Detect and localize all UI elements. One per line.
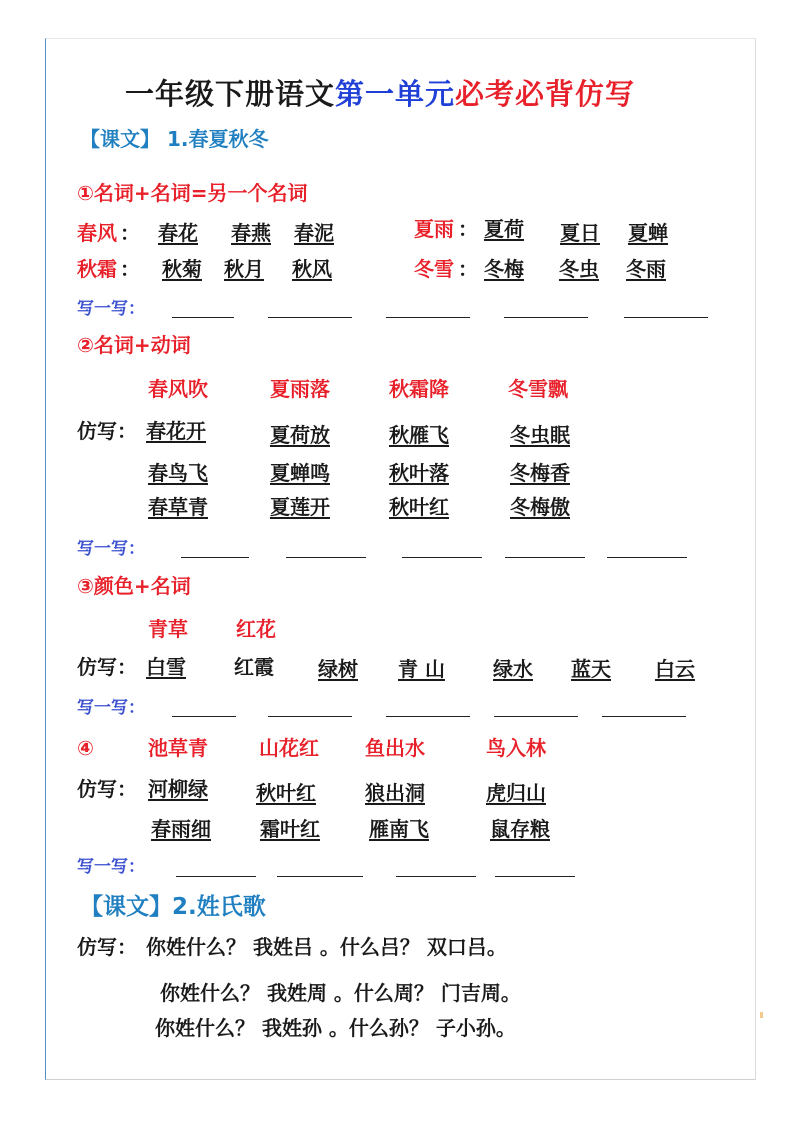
lesson-2-heading: 【课文】2.姓氏歌 — [80, 894, 266, 920]
title-part-3: 必考必背仿写 — [455, 77, 636, 111]
write-blank[interactable] — [268, 716, 352, 717]
word-item: 虎归山 — [486, 781, 546, 805]
title-part-1: 一年级下册语文 — [125, 77, 336, 111]
write-blank[interactable] — [181, 557, 249, 558]
word-item: 秋叶落 — [389, 461, 449, 485]
word-item: 春燕 — [231, 221, 271, 245]
example-word: 红花 — [236, 617, 276, 641]
write-blank[interactable] — [172, 716, 236, 717]
word-item: 鼠存粮 — [490, 817, 550, 841]
write-blank[interactable] — [402, 557, 482, 558]
word-item: 春雨细 — [151, 817, 211, 841]
word-item: 秋叶红 — [256, 781, 316, 805]
colon: ： — [458, 257, 478, 281]
word-item: 青 山 — [398, 657, 445, 681]
example-word: 春风吹 — [148, 377, 208, 401]
example-word: 青草 — [148, 617, 188, 641]
rhyme-line: 你姓什么？ 我姓吕 。什么吕？ 双口吕。 — [146, 935, 507, 959]
write-blank[interactable] — [607, 557, 687, 558]
word-item: 红霞 — [234, 655, 274, 679]
example-word: 山花红 — [259, 736, 319, 760]
label-dongxue: 冬雪 — [414, 257, 454, 281]
word-item: 白雪 — [146, 655, 186, 679]
word-item: 蓝天 — [571, 657, 611, 681]
word-item: 冬梅傲 — [510, 495, 570, 519]
word-item: 春鸟飞 — [148, 461, 208, 485]
word-item: 冬虫 — [559, 257, 599, 281]
word-item: 夏荷 — [484, 217, 524, 241]
edge-mark — [760, 1012, 763, 1018]
word-item: 冬虫眠 — [510, 423, 570, 447]
write-blank[interactable] — [277, 876, 363, 877]
label-xiayu: 夏雨 — [414, 217, 454, 241]
write-blank[interactable] — [495, 876, 575, 877]
word-item: 秋菊 — [162, 257, 202, 281]
word-item: 春泥 — [294, 221, 334, 245]
write-blank[interactable] — [176, 876, 256, 877]
section-4-number: ④ — [77, 736, 94, 760]
write-blank[interactable] — [396, 876, 476, 877]
label-chunfeng: 春风 — [77, 221, 117, 245]
word-item: 霜叶红 — [260, 817, 320, 841]
word-item: 夏荷放 — [270, 423, 330, 447]
word-item: 夏蝉鸣 — [270, 461, 330, 485]
word-item: 秋雁飞 — [389, 423, 449, 447]
write-label: 写一写： — [77, 857, 145, 877]
fangxie-label: 仿写： — [77, 935, 137, 959]
word-item: 冬梅 — [484, 257, 524, 281]
example-word: 夏雨落 — [270, 377, 330, 401]
write-blank[interactable] — [172, 317, 234, 318]
write-label: 写一写： — [77, 539, 145, 559]
rhyme-line: 你姓什么？ 我姓孙 。什么孙？ 子小孙。 — [155, 1016, 516, 1040]
lesson-1-heading: 【课文】 1.春夏秋冬 — [80, 127, 269, 151]
example-word: 鸟入林 — [486, 736, 546, 760]
rhyme-line: 你姓什么？ 我姓周 。什么周？ 门吉周。 — [160, 981, 521, 1005]
write-blank[interactable] — [505, 557, 585, 558]
word-item: 春花开 — [146, 419, 206, 443]
write-blank[interactable] — [494, 716, 578, 717]
write-blank[interactable] — [386, 317, 470, 318]
write-blank[interactable] — [504, 317, 588, 318]
write-blank[interactable] — [602, 716, 686, 717]
word-item: 河柳绿 — [148, 777, 208, 801]
word-item: 夏莲开 — [270, 495, 330, 519]
fangxie-label: 仿写： — [77, 419, 137, 443]
page-title — [125, 74, 635, 114]
section-2-heading: ②名词+动词 — [77, 333, 191, 357]
word-item: 秋月 — [224, 257, 264, 281]
word-item: 春花 — [158, 221, 198, 245]
write-blank[interactable] — [286, 557, 366, 558]
write-blank[interactable] — [268, 317, 352, 318]
word-item: 雁南飞 — [369, 817, 429, 841]
write-label: 写一写： — [77, 299, 145, 319]
word-item: 绿水 — [493, 657, 533, 681]
word-item: 白云 — [655, 657, 695, 681]
word-item: 秋风 — [292, 257, 332, 281]
write-label: 写一写： — [77, 698, 145, 718]
label-qiushuang: 秋霜 — [77, 257, 117, 281]
example-word: 鱼出水 — [365, 736, 425, 760]
colon: ： — [120, 221, 140, 245]
word-item: 冬雨 — [626, 257, 666, 281]
colon: ： — [458, 217, 478, 241]
word-item: 夏蝉 — [628, 221, 668, 245]
example-word: 秋霜降 — [389, 377, 449, 401]
word-item: 狼出洞 — [365, 781, 425, 805]
word-item: 夏日 — [560, 221, 600, 245]
title-part-2: 第一单元 — [335, 77, 456, 111]
word-item: 秋叶红 — [389, 495, 449, 519]
example-word: 池草青 — [148, 736, 208, 760]
section-3-heading: ③颜色+名词 — [77, 574, 191, 598]
example-word: 冬雪飘 — [508, 377, 568, 401]
colon: ： — [120, 257, 140, 281]
fangxie-label: 仿写： — [77, 655, 137, 679]
word-item: 绿树 — [318, 657, 358, 681]
word-item: 春草青 — [148, 495, 208, 519]
word-item: 冬梅香 — [510, 461, 570, 485]
fangxie-label: 仿写： — [77, 777, 137, 801]
write-blank[interactable] — [624, 317, 708, 318]
write-blank[interactable] — [386, 716, 470, 717]
section-1-heading: ①名词+名词=另一个名词 — [77, 181, 308, 205]
